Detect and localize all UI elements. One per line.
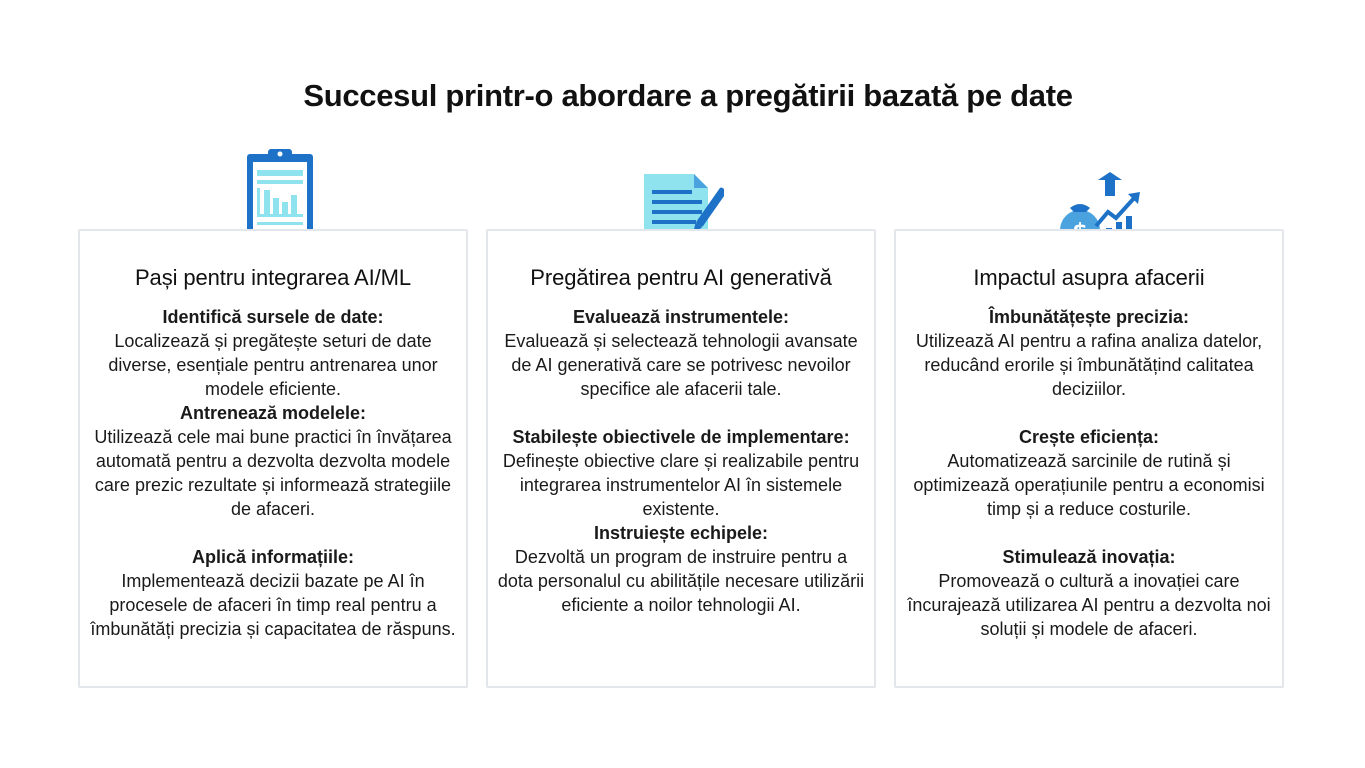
card-body: [904, 305, 1274, 641]
spacer: [88, 521, 458, 545]
section-heading: Stabilește obiectivele de implementare:: [512, 427, 850, 447]
section-heading: Identifică sursele de date:: [162, 307, 384, 327]
spacer: [904, 401, 1274, 425]
section-text: Definește obiective clare și realizabile pentru integrarea instrumentelor AI în sistemele existente.: [502, 451, 860, 519]
card-business-impact: [894, 229, 1284, 688]
section-heading: Instruiește echipele:: [593, 523, 769, 543]
section-heading: Îmbunătățește precizia:: [988, 307, 1190, 327]
card-body: [496, 305, 866, 617]
section-heading: Antrenează modelele:: [179, 403, 367, 423]
section-text: Utilizează cele mai bune practici în învățarea automată pentru a dezvolta dezvolta modele care prezic rezultate și informează strategiile de afaceri.: [94, 427, 452, 519]
card-title: Impactul asupra afacerii: [973, 265, 1205, 290]
card-body: [88, 305, 458, 641]
section-text: Automatizează sarcinile de rutină și optimizează operațiunile pentru a economisi timp și a reduce costurile.: [913, 451, 1265, 519]
card-ai-ml-integration: [78, 229, 468, 688]
spacer: [904, 521, 1274, 545]
section-heading: Evaluează instrumentele:: [572, 307, 790, 327]
section-text: Utilizează AI pentru a rafina analiza datelor, reducând erorile și îmbunătățind calitatea deciziilor.: [915, 331, 1263, 399]
section-text: Evaluează și selectează tehnologii avansate de AI generativă care se potrivesc nevoilor specifice ale afacerii tale.: [504, 331, 858, 399]
section-heading: Stimulează inovația:: [1002, 547, 1176, 567]
section-heading: Aplică informațiile:: [191, 547, 355, 567]
card-title: Pregătirea pentru AI generativă: [530, 265, 832, 290]
section-text: Dezvoltă un program de instruire pentru a dota personalul cu abilitățile necesare utilizării eficiente a noilor tehnologii AI.: [497, 547, 865, 615]
card-generative-ai-readiness: [486, 229, 876, 688]
section-text: Promovează o cultură a inovației care încurajează utilizarea AI pentru a dezvolta noi soluții și modele de afaceri.: [907, 571, 1271, 639]
spacer: [496, 401, 866, 425]
section-text: Localizează și pregătește seturi de date diverse, esențiale pentru antrenarea unor modele eficiente.: [108, 331, 438, 399]
page-title: Succesul printr-o abordare a pregătirii bazată pe date: [303, 78, 1073, 113]
card-title: Pași pentru integrarea AI/ML: [134, 265, 412, 290]
section-text: Implementează decizii bazate pe AI în procesele de afaceri în timp real pentru a îmbunătăți precizia și capacitatea de răspuns.: [90, 571, 456, 639]
section-heading: Crește eficiența:: [1018, 427, 1160, 447]
